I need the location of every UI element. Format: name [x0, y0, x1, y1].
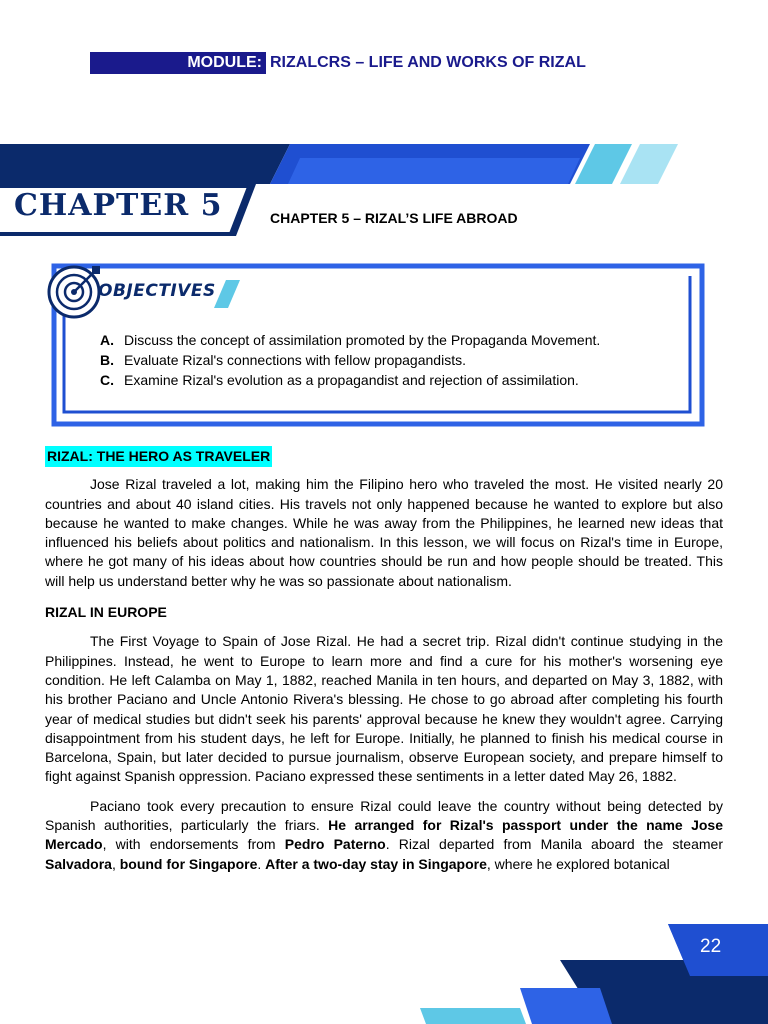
bold-paterno: Pedro Paterno [284, 836, 386, 853]
text-run: , [111, 855, 120, 872]
objectives-label: OBJECTIVES [98, 281, 216, 301]
chapter-subtitle: CHAPTER 5 – RIZAL’S LIFE ABROAD [270, 210, 518, 226]
page-number: 22 [700, 936, 722, 957]
bold-passport: He arranged for Rizal's passport under the name Jose Mercado [45, 817, 723, 853]
bold-singapore: bound for Singapore [119, 855, 258, 872]
paragraph-traveler: Jose Rizal traveled a lot, making him the Filipino hero who traveled the most. He visited nearly 20 countries and about 40 island cities. His travels not only happened because he wanted to explore but also because he wanted to make changes. While he was away from the Philippines, he learned new ideas that influenced his beliefs about politics and nationalism. In this lesson, we will focus on Rizal's time in Europe, where he got many of his ideas about how countries should be run and how people should be treated. This will help us understand better why he was so passionate about nationalism. [45, 476, 723, 589]
bold-two-day-stay: After a two-day stay in Singapore [265, 855, 487, 872]
footer-graphic [0, 920, 768, 1024]
text-run: . Rizal departed from Manila aboard the steamer [385, 836, 723, 853]
text-run: Paciano took every precaution to ensure Rizal could leave the country without being detected by Spanish authorities, particularly the friars. [45, 797, 723, 834]
body-content [45, 446, 723, 884]
chapter-number: CHAPTER 5 [14, 188, 223, 223]
objectives-list [100, 330, 700, 390]
paragraph-first-voyage: The First Voyage to Spain of Jose Rizal. He had a secret trip. Rizal didn't continue studying in the Philippines. Instead, he went to Europe to learn more and find a cure for his mother's worsening eye condition. He left Calamba on May 1, 1882, reached Manila in ten hours, and departed on May 3, 1882, with his brother Paciano and Uncle Antonio Rivera's blessing. He chose to go abroad after completing his fourth year of medical studies but didn't seek his parents' approval because he knew they wouldn't agree. Carrying disappointment from his student days, he left for Europe. Initially, he planned to finish his medical course in Barcelona, Spain, but later decided to pursue journalism, observe European society, and prepare himself to fight against Spanish oppression. Paciano expressed these sentiments in a letter dated May 26, 1882. [45, 633, 723, 785]
section-heading-traveler: RIZAL: THE HERO AS TRAVELER [45, 446, 272, 467]
objective-letter: C. [100, 372, 114, 388]
objective-item [100, 330, 700, 350]
text-run: , with endorsements from [102, 836, 285, 853]
objective-text: Discuss the concept of assimilation promoted by the Propaganda Movement. [124, 332, 601, 348]
objective-item [100, 350, 700, 370]
module-title: RIZALCRS – LIFE AND WORKS OF RIZAL [270, 54, 586, 71]
objective-text: Examine Rizal's evolution as a propagandist and rejection of assimilation. [124, 372, 579, 388]
module-label: MODULE: [187, 54, 262, 71]
objective-letter: A. [100, 332, 114, 348]
text-run: , where he explored botanical [486, 855, 670, 872]
objective-text: Evaluate Rizal's connections with fellow propagandists. [124, 352, 466, 368]
bold-salvadora: Salvadora [45, 855, 112, 872]
text-run: . [257, 855, 266, 872]
objective-item [100, 370, 700, 390]
paragraph-paciano [45, 797, 723, 874]
section-heading-europe: RIZAL IN EUROPE [45, 604, 167, 621]
objective-letter: B. [100, 352, 114, 368]
